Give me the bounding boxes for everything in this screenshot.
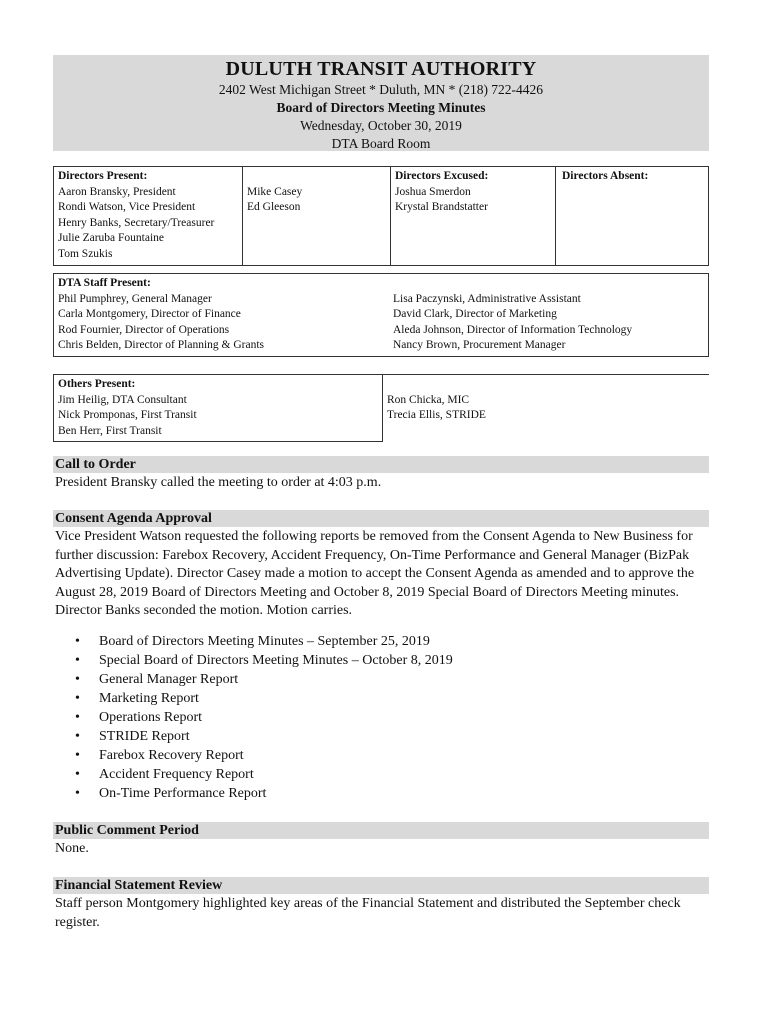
others-col-2 xyxy=(383,375,710,442)
financial-statement-text: Staff person Montgomery highlighted key areas of the Financial Statement and distributed the September check register. xyxy=(55,896,681,930)
staff-name: Lisa Paczynski, Administrative Assistant xyxy=(393,292,581,305)
meeting-date: Wednesday, October 30, 2019 xyxy=(300,118,462,133)
director-name: Joshua Smerdon xyxy=(395,185,471,198)
others-table xyxy=(53,374,709,442)
staff-name: David Clark, Director of Marketing xyxy=(393,308,557,320)
staff-table xyxy=(53,273,709,357)
list-item: • General Manager Report xyxy=(55,670,453,689)
list-item: • On-Time Performance Report xyxy=(55,784,453,803)
director-name: Ed Gleeson xyxy=(247,201,301,213)
staff-name: Rod Fournier, Director of Operations xyxy=(58,323,230,336)
document-title: Board of Directors Meeting Minutes xyxy=(276,100,486,115)
consent-agenda-text: Vice President Watson requested the following reports be removed from the Consent Agenda to New Business for further discussion: Farebox Recovery, Accident Frequency, On-Time Performance and General Manager (BizPak Advertising Update). Director Casey made a motion to accept the Consent Agenda as amended and to approve the August 28, 2019 Board of Directors Meeting and October 8, 2019 Special Board of Directors Meeting minutes. Director Banks seconded the motion. Motion carries. xyxy=(55,529,695,618)
staff-name: Chris Belden, Director of Planning & Grants xyxy=(58,339,265,351)
document-header xyxy=(53,55,709,151)
director-name: Henry Banks, Secretary/Treasurer xyxy=(58,216,215,229)
staff-col-2 xyxy=(389,274,709,357)
director-name: Rondi Watson, Vice President xyxy=(58,201,196,213)
staff-name: Nancy Brown, Procurement Manager xyxy=(393,339,566,351)
others-col-1 xyxy=(54,375,383,442)
directors-absent-cell xyxy=(556,167,709,266)
list-item: • Operations Report xyxy=(55,708,453,727)
director-name: Tom Szukis xyxy=(58,247,113,260)
call-to-order-text: President Bransky called the meeting to order at 4:03 p.m. xyxy=(55,475,382,490)
section-heading-call-to-order: Call to Order xyxy=(53,456,709,473)
directors-present-cell-2 xyxy=(243,167,391,266)
directors-excused-label: Directors Excused: xyxy=(395,170,489,182)
public-comment-text: None. xyxy=(55,841,89,856)
director-name: Mike Casey xyxy=(247,185,303,198)
director-name: Julie Zaruba Fountaine xyxy=(58,232,165,244)
section-heading-public-comment: Public Comment Period xyxy=(53,822,709,839)
list-item: • Special Board of Directors Meeting Minutes – October 8, 2019 xyxy=(55,651,453,670)
section-heading-financial-statement: Financial Statement Review xyxy=(53,877,709,894)
staff-name: Aleda Johnson, Director of Information Technology xyxy=(393,323,633,336)
list-item: • Accident Frequency Report xyxy=(55,765,453,784)
directors-present-label: Directors Present: xyxy=(58,170,148,182)
list-item: • Farebox Recovery Report xyxy=(55,746,453,765)
list-item: • Marketing Report xyxy=(55,689,453,708)
directors-excused-cell xyxy=(391,167,556,266)
meeting-location: DTA Board Room xyxy=(331,136,431,151)
staff-col-1 xyxy=(54,274,390,357)
others-present-label: Others Present: xyxy=(58,378,136,390)
director-name: Krystal Brandstatter xyxy=(395,201,488,213)
staff-name: Phil Pumphrey, General Manager xyxy=(58,292,212,305)
others-name: Ron Chicka, MIC xyxy=(387,393,470,406)
others-name: Trecia Ellis, STRIDE xyxy=(387,409,486,421)
directors-table xyxy=(53,166,709,266)
others-name: Ben Herr, First Transit xyxy=(58,424,162,437)
others-name: Nick Promponas, First Transit xyxy=(58,409,197,421)
others-name: Jim Heilig, DTA Consultant xyxy=(58,393,187,406)
staff-present-label: DTA Staff Present: xyxy=(58,277,151,289)
director-name: Aaron Bransky, President xyxy=(58,185,176,198)
directors-absent-label: Directors Absent: xyxy=(562,170,649,182)
organization-name: DULUTH TRANSIT AUTHORITY xyxy=(225,58,537,80)
staff-name: Carla Montgomery, Director of Finance xyxy=(58,308,241,320)
address-line: 2402 West Michigan Street * Duluth, MN * (218) 722-4426 xyxy=(218,82,544,97)
directors-present-cell xyxy=(54,167,243,266)
section-heading-consent-agenda: Consent Agenda Approval xyxy=(53,510,709,527)
list-item: • STRIDE Report xyxy=(55,727,453,746)
list-item: • Board of Directors Meeting Minutes – September 25, 2019 xyxy=(55,632,453,651)
consent-agenda-list xyxy=(55,632,453,803)
